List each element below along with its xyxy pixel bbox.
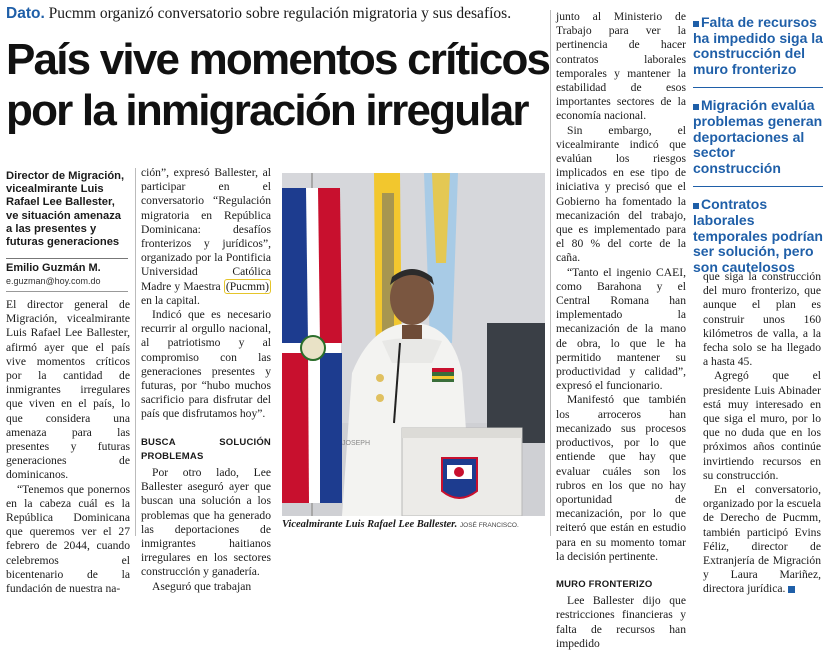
headline <box>6 34 551 136</box>
byline-email: e.guzman@hoy.com.do <box>6 276 101 286</box>
kicker <box>6 5 551 23</box>
bullet-square-icon <box>693 203 699 209</box>
col4-p3-text: En el conversatorio, organizado por la escuela de Derecho de Pucmm, también participó Evins Féliz, director de Extranjería de Migración y Laura Mariñez, directora jurídica. <box>703 483 821 596</box>
byline-rule-bottom <box>6 291 128 292</box>
col2-paragraph-3: Por otro lado, Lee Ballester aseguró ayer que buscan una solución a los problemas que ha generado las deportaciones de inmigrantes haitianos irregulares en los sectores construcción y ganadería. <box>141 466 271 579</box>
column-3 <box>556 10 686 651</box>
lead-deck: Director de Migración, vicealmirante Luis Rafael Lee Ballester, ve situación amenaza a las presentes y futuras generaciones <box>6 170 125 249</box>
bullet-square-icon <box>693 104 699 110</box>
kicker-text: Pucmm organizó conversatorio sobre regulación migratoria y sus desafíos. <box>48 5 512 22</box>
col3-paragraph-2: Sin embargo, el vicealmirante indicó que evalúan los riesgos implicados en ese tipo de iniciativa y precisó que el Gobierno ha fomentado la mecanización del trabajo, que es implementado para el 80 % del corte de la caña. <box>556 123 686 265</box>
kicker-label: Dato. <box>6 5 45 22</box>
sidebar-divider-1 <box>693 87 823 88</box>
light-blue-flag-icon <box>424 173 458 343</box>
col3-paragraph-1: junto al Ministerio de Trabajo para ver la pertinencia de hacer contratos laborales temporales y mantener la estabilidad de esos importantes sectores de la economía nacional. <box>556 10 686 123</box>
end-mark-icon <box>788 586 795 593</box>
col4-paragraph-2: Agregó que el presidente Luis Abinader está muy interesado en que siga el muro, por lo que no duda que en los próximos años continúe invirtiendo recursos en su construcción. <box>703 369 821 482</box>
photo-caption <box>282 519 550 530</box>
col3-paragraph-5: Lee Ballester dijo que restricciones financieras y falta de recursos han impedido <box>556 594 686 650</box>
col3-paragraph-3: “Tanto el ingenio CAEI, como Barahona y el Central Romana han implementado la mecanización de la mano de obra, lo que le ha permitido mantener su productividad y calidad”, expresó el funcionario. <box>556 265 686 393</box>
col2-paragraph-2: Indicó que es necesario recurrir al orgullo nacional, al patriotismo y al compromiso con las generaciones presentes y futuras, por “hubo muchos sacrificio para disfrutar del país que disfrutamos hoy”. <box>141 308 271 421</box>
sidebar-divider-2 <box>693 186 823 187</box>
col2-p1-text: ción”, expresó Ballester, al participar en el conversatorio “Regulación migratoria en República Dominicana: desafíos fronterizos y jurídicos”, organizado por la Pontificia Universidad Católica Madre y Maestra <box>141 166 271 293</box>
col3-paragraph-4: Manifestó que también los arroceros han mecanizado sus procesos productivos, por lo que entiende que hay que evaluar cuáles son los rubros en los que no hay oportunidad de mecanización, por lo que reiteró que están en estudio para en su momento tomar la decisión pertinente. <box>556 393 686 563</box>
col2-paragraph-4: Aseguró que trabajan <box>152 579 252 593</box>
photo-illustration <box>282 173 545 516</box>
caption-text: Vicealmirante Luis Rafael Lee Ballester. <box>282 519 458 530</box>
byline-author: Emilio Guzmán M. <box>6 262 101 274</box>
sidebar-item-2: Migración evalúa problemas generan deportaciones al sector construcción <box>693 97 823 176</box>
headline-line-1: País vive momentos críticos <box>6 35 550 84</box>
podium-icon <box>402 428 522 516</box>
headline-line-2: por la inmigración irregular <box>6 86 528 135</box>
sidebar-highlights <box>693 15 823 275</box>
column-rule-2 <box>550 10 551 536</box>
col4-paragraph-1: que siga la construcción del muro fronterizo, que aunque el plan es construir unos 160 kilómetros de valla, a la fecha solo se ha llegado a hasta 45. <box>703 270 821 369</box>
column-2 <box>141 166 271 594</box>
column-rule-1 <box>135 168 136 536</box>
pucmm-highlight: (Pucmm) <box>225 279 269 293</box>
bullet-square-icon <box>693 21 699 27</box>
podium-text: JOSEPH <box>342 440 371 447</box>
column-1 <box>6 298 130 596</box>
column-4 <box>703 270 821 597</box>
subhead-muro-fronterizo: MURO FRONTERIZO <box>556 578 653 590</box>
byline-rule <box>6 258 128 259</box>
photo-credit: JOSÉ FRANCISCO. <box>459 522 519 529</box>
col1-paragraph-2: “Tenemos que ponernos en la cabeza cuál es la República Dominicana que queremos ver el 27 febrero de 2044, cuando celebremos el bicentenario de la fundación de nuestra na- <box>6 482 130 596</box>
subhead-busca-solucion: BUSCA SOLUCIÓN PROBLEMAS <box>141 436 271 462</box>
sidebar-item-1: Falta de recursos ha impedido siga la construcción del muro fronterizo <box>693 14 823 77</box>
col4-paragraph-3 <box>703 483 821 597</box>
dominican-flag-icon <box>282 173 342 516</box>
col1-paragraph-1: El director general de Migración, vicealmirante Luis Rafael Lee Ballester, afirmó ayer que el país vive momentos críticos por la cantidad de inmigrantes irregulares que viven en el país, lo que considera una amenaza para las presentes y futuras generaciones de dominicanos. <box>6 298 130 482</box>
col2-paragraph-1 <box>141 166 271 308</box>
sidebar-item-3: Contratos laborales temporales podrían ser solución, pero son cautelosos <box>693 196 823 275</box>
col2-p1-tail: en la capital. <box>141 293 200 307</box>
photo-ballester <box>282 173 545 516</box>
